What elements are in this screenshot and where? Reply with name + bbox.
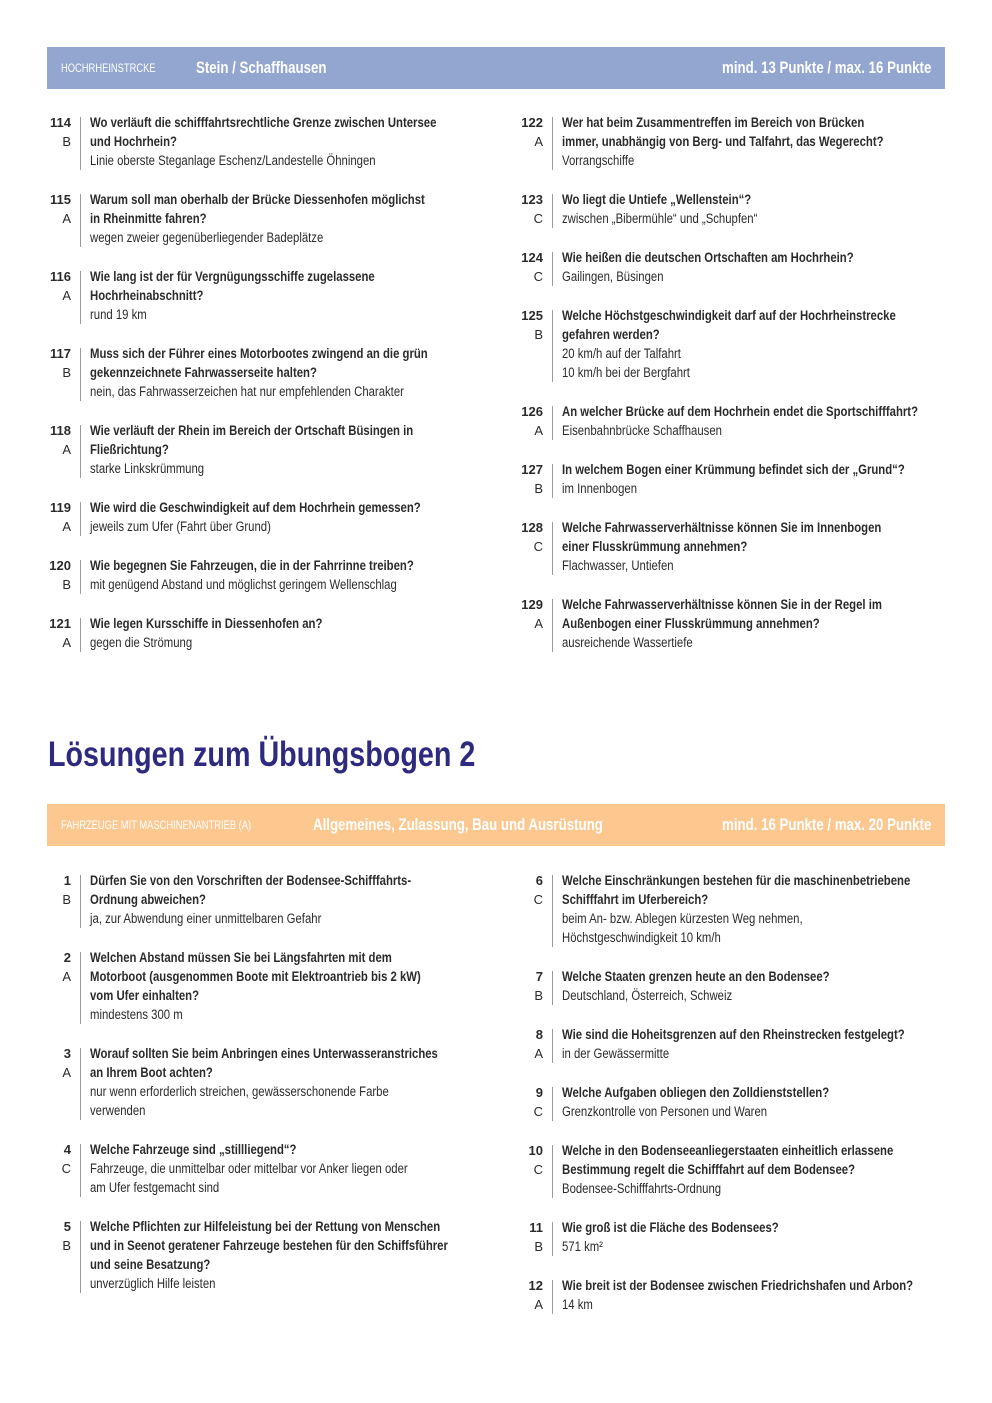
question-number: 6 [535,873,543,888]
question-item [519,402,959,440]
answer-text: rund 19 km [90,307,147,322]
page-title: Lösungen zum Übungsbogen 2 [48,735,476,774]
question-number: 9 [535,1085,543,1100]
question-item [47,948,487,1024]
question-text: Wie sind die Hoheitsgrenzen auf den Rheinstrecken festgelegt? [562,1027,905,1042]
divider [552,1029,553,1063]
question-text: Welche in den Bodenseeanliegerstaaten einheitlich erlassene [562,1143,894,1158]
question-number: 117 [50,346,71,361]
question-item [519,595,959,652]
answer-text: wegen zweier gegenüberliegender Badeplätze [90,230,324,245]
answer-text: Vorrangschiffe [562,153,635,168]
answer-text: in der Gewässermitte [562,1046,670,1061]
answer-letter: C [533,269,543,284]
question-text: Welche Aufgaben obliegen den Zolldienststellen? [562,1085,830,1100]
question-text: und Hochrhein? [90,134,177,149]
answer-text: zwischen „Bibermühle“ und „Schupfen“ [562,211,758,226]
question-text: In welchem Bogen einer Krümmung befindet sich der „Grund“? [562,462,905,477]
question-text: und in Seenot geratener Fahrzeuge bestehen für den Schiffsführer [90,1238,448,1253]
question-number: 122 [521,115,543,130]
question-text: Wo verläuft die schifffahrtsrechtliche Grenze zwischen Untersee [90,115,437,130]
answer-letter: C [533,1162,543,1177]
answer-letter: C [533,1104,543,1119]
question-number: 124 [521,250,543,265]
questions-left-column [47,113,487,672]
question-number: 123 [521,192,543,207]
section-title: Allgemeines, Zulassung, Bau und Ausrüstung [313,815,603,834]
section-header-hochrhein [47,47,945,89]
divider [80,1221,81,1293]
question-number: 128 [521,520,543,535]
answer-text: Grenzkontrolle von Personen und Waren [562,1104,768,1119]
answer-text: ausreichende Wassertiefe [562,635,693,650]
answer-text: nur wenn erforderlich streichen, gewässerschonende Farbe [90,1084,389,1099]
question-text: Welche Fahrzeuge sind „stillliegend“? [90,1142,297,1157]
questions-right-column [519,113,959,672]
answer-letter: B [534,481,543,496]
question-text: immer, unabhängig von Berg- und Talfahrt, das Wegerecht? [562,134,884,149]
question-item [519,1276,959,1314]
section-points: mind. 16 Punkte / max. 20 Punkte [721,815,931,834]
answer-letter: B [62,134,71,149]
question-item [47,1140,487,1197]
answer-text: am Ufer festgemacht sind [90,1180,220,1195]
question-text: Wie verläuft der Rhein im Bereich der Ortschaft Büsingen in [90,423,414,438]
divider [552,406,553,440]
question-text: Welche Fahrwasserverhältnisse können Sie im Innenbogen [562,520,882,535]
question-text: An welcher Brücke auf dem Hochrhein endet die Sportschifffahrt? [562,404,919,419]
question-text: Bestimmung regelt die Schifffahrt auf dem Bodensee? [562,1162,856,1177]
divider [80,1144,81,1197]
question-number: 7 [535,969,543,984]
divider [80,425,81,478]
answer-letter: B [62,577,71,592]
answer-letter: A [62,288,71,303]
question-text: Wie groß ist die Fläche des Bodensees? [562,1220,779,1235]
answer-letter: C [61,1161,71,1176]
question-number: 2 [63,950,71,965]
divider [552,599,553,652]
questions-right-column [519,871,959,1334]
question-item [47,190,487,247]
question-number: 118 [50,423,71,438]
answer-text: Deutschland, Österreich, Schweiz [562,988,733,1003]
question-text: Motorboot (ausgenommen Boote mit Elektroantrieb bis 2 kW) [90,969,421,984]
question-number: 11 [529,1220,543,1235]
answer-text: gegen die Strömung [90,635,193,650]
question-text: Wo liegt die Untiefe „Wellenstein“? [562,192,752,207]
question-text: Welche Fahrwasserverhältnisse können Sie in der Regel im [562,597,882,612]
question-item [519,518,959,575]
answer-letter: A [534,423,543,438]
question-item [519,190,959,228]
answer-text: Bodensee-Schifffahrts-Ordnung [562,1181,722,1196]
answer-text: Flachwasser, Untiefen [562,558,674,573]
question-number: 114 [50,115,71,130]
answer-text: beim An- bzw. Ablegen kürzesten Weg nehmen, [562,911,803,926]
question-item [519,306,959,382]
question-number: 127 [521,462,543,477]
answer-text: unverzüglich Hilfe leisten [90,1276,216,1291]
question-item [47,871,487,928]
question-text: Hochrheinabschnitt? [90,288,204,303]
section-category: FAHRZEUGE MIT MASCHINENANTRIEB (A) [61,818,252,832]
question-text: Dürfen Sie von den Vorschriften der Bodensee-Schifffahrts- [90,873,412,888]
question-text: gefahren werden? [562,327,660,342]
divider [80,271,81,324]
divider [552,117,553,170]
divider [552,971,553,1005]
answer-text: 10 km/h bei der Bergfahrt [562,365,690,380]
divider [80,952,81,1024]
divider [552,875,553,947]
divider [552,1145,553,1198]
question-text: Wie legen Kursschiffe in Diessenhofen an? [90,616,323,631]
answer-letter: B [534,327,543,342]
question-text: Welche Staaten grenzen heute an den Bodensee? [562,969,830,984]
question-text: Warum soll man oberhalb der Brücke Diessenhofen möglichst [90,192,425,207]
question-number: 129 [521,597,543,612]
answer-letter: A [534,134,543,149]
divider [80,194,81,247]
question-text: Fließrichtung? [90,442,169,457]
answer-text: Linie oberste Steganlage Eschenz/Landestelle Öhningen [90,153,376,168]
question-number: 116 [50,269,71,284]
question-number: 5 [63,1219,71,1234]
divider [80,348,81,401]
answer-text: jeweils zum Ufer (Fahrt über Grund) [90,519,271,534]
question-text: Außenbogen einer Flusskrümmung annehmen? [562,616,820,631]
question-item [47,1217,487,1293]
question-item [519,1083,959,1121]
question-number: 126 [521,404,543,419]
question-item [519,967,959,1005]
answer-letter: B [62,1238,71,1253]
divider [552,522,553,575]
question-item [47,113,487,170]
divider [552,1087,553,1121]
question-text: Ordnung abweichen? [90,892,206,907]
question-number: 4 [63,1142,71,1157]
answer-letter: C [533,892,543,907]
answer-letter: C [533,539,543,554]
question-item [519,871,959,947]
answer-letter: A [534,616,543,631]
questions-left-column [47,871,487,1313]
question-number: 3 [63,1046,71,1061]
answer-text: 14 km [562,1297,593,1312]
divider [80,502,81,536]
question-text: Worauf sollten Sie beim Anbringen eines Unterwasseranstriches [90,1046,438,1061]
answer-letter: A [62,1065,71,1080]
section-points: mind. 13 Punkte / max. 16 Punkte [721,58,931,77]
question-text: Welchen Abstand müssen Sie bei Längsfahrten mit dem [90,950,392,965]
question-text: und seine Besatzung? [90,1257,211,1272]
answer-text: nein, das Fahrwasserzeichen hat nur empfehlenden Charakter [90,384,404,399]
divider [552,194,553,228]
question-text: Welche Einschränkungen bestehen für die maschinenbetriebene [562,873,911,888]
answer-text: Höchstgeschwindigkeit 10 km/h [562,930,721,945]
question-text: Wer hat beim Zusammentreffen im Bereich von Brücken [562,115,865,130]
answer-text: mindestens 300 m [90,1007,183,1022]
question-number: 12 [528,1278,543,1293]
divider [552,464,553,498]
question-number: 8 [535,1027,543,1042]
divider [80,618,81,652]
answer-text: starke Linkskrümmung [90,461,205,476]
question-item [519,248,959,286]
question-item [47,421,487,478]
answer-text: Eisenbahnbrücke Schaffhausen [562,423,722,438]
answer-letter: A [62,519,71,534]
divider [80,875,81,928]
question-item [519,1218,959,1256]
question-item [519,1025,959,1063]
question-number: 125 [521,308,543,323]
answer-text: Gailingen, Büsingen [562,269,664,284]
question-text: Wie wird die Geschwindigkeit auf dem Hochrhein gemessen? [90,500,421,515]
answer-letter: C [533,211,543,226]
divider [80,1048,81,1120]
question-item [47,344,487,401]
divider [552,1222,553,1256]
question-text: Welche Pflichten zur Hilfeleistung bei der Rettung von Menschen [90,1219,441,1234]
answer-text: Fahrzeuge, die unmittelbar oder mittelbar vor Anker liegen oder [90,1161,408,1176]
question-item [47,614,487,652]
answer-letter: A [62,969,71,984]
question-item [47,556,487,594]
question-number: 121 [49,616,71,631]
answer-text: 571 km² [562,1239,603,1254]
question-text: Schifffahrt im Uferbereich? [562,892,709,907]
answer-letter: A [534,1046,543,1061]
question-text: Wie breit ist der Bodensee zwischen Friedrichshafen und Arbon? [562,1278,914,1293]
divider [552,1280,553,1314]
question-text: Wie heißen die deutschen Ortschaften am Hochrhein? [562,250,854,265]
question-number: 119 [50,500,71,515]
question-text: in Rheinmitte fahren? [90,211,207,226]
question-item [519,1141,959,1198]
question-item [519,113,959,170]
question-item [47,267,487,324]
answer-text: 20 km/h auf der Talfahrt [562,346,681,361]
answer-letter: A [62,635,71,650]
answer-text: im Innenbogen [562,481,638,496]
question-text: an Ihrem Boot achten? [90,1065,213,1080]
question-item [519,460,959,498]
question-item [47,1044,487,1120]
answer-text: verwenden [90,1103,146,1118]
answer-letter: A [62,211,71,226]
answer-letter: B [534,1239,543,1254]
answer-text: ja, zur Abwendung einer unmittelbaren Gefahr [90,911,322,926]
answer-letter: A [62,442,71,457]
question-text: Welche Höchstgeschwindigkeit darf auf der Hochrheinstrecke [562,308,896,323]
question-number: 1 [63,873,71,888]
question-number: 120 [49,558,71,573]
question-text: Muss sich der Führer eines Motorbootes zwingend an die grün [90,346,428,361]
section-category: HOCHRHEINSTRCKE [61,61,156,75]
divider [552,310,553,382]
question-number: 10 [528,1143,543,1158]
question-text: gekennzeichnete Fahrwasserseite halten? [90,365,317,380]
answer-letter: B [62,892,71,907]
section-title: Stein / Schaffhausen [196,58,327,77]
question-text: einer Flusskrümmung annehmen? [562,539,748,554]
answer-text: mit genügend Abstand und möglichst geringem Wellenschlag [90,577,397,592]
question-text: Wie begegnen Sie Fahrzeugen, die in der Fahrrinne treiben? [90,558,414,573]
question-number: 115 [50,192,71,207]
divider [80,117,81,170]
question-text: vom Ufer einhalten? [90,988,200,1003]
question-text: Wie lang ist der für Vergnügungsschiffe zugelassene [90,269,375,284]
answer-letter: A [534,1297,543,1312]
question-item [47,498,487,536]
answer-letter: B [534,988,543,1003]
divider [552,252,553,286]
divider [80,560,81,594]
answer-letter: B [62,365,71,380]
section-header-fahrzeuge [47,804,945,846]
